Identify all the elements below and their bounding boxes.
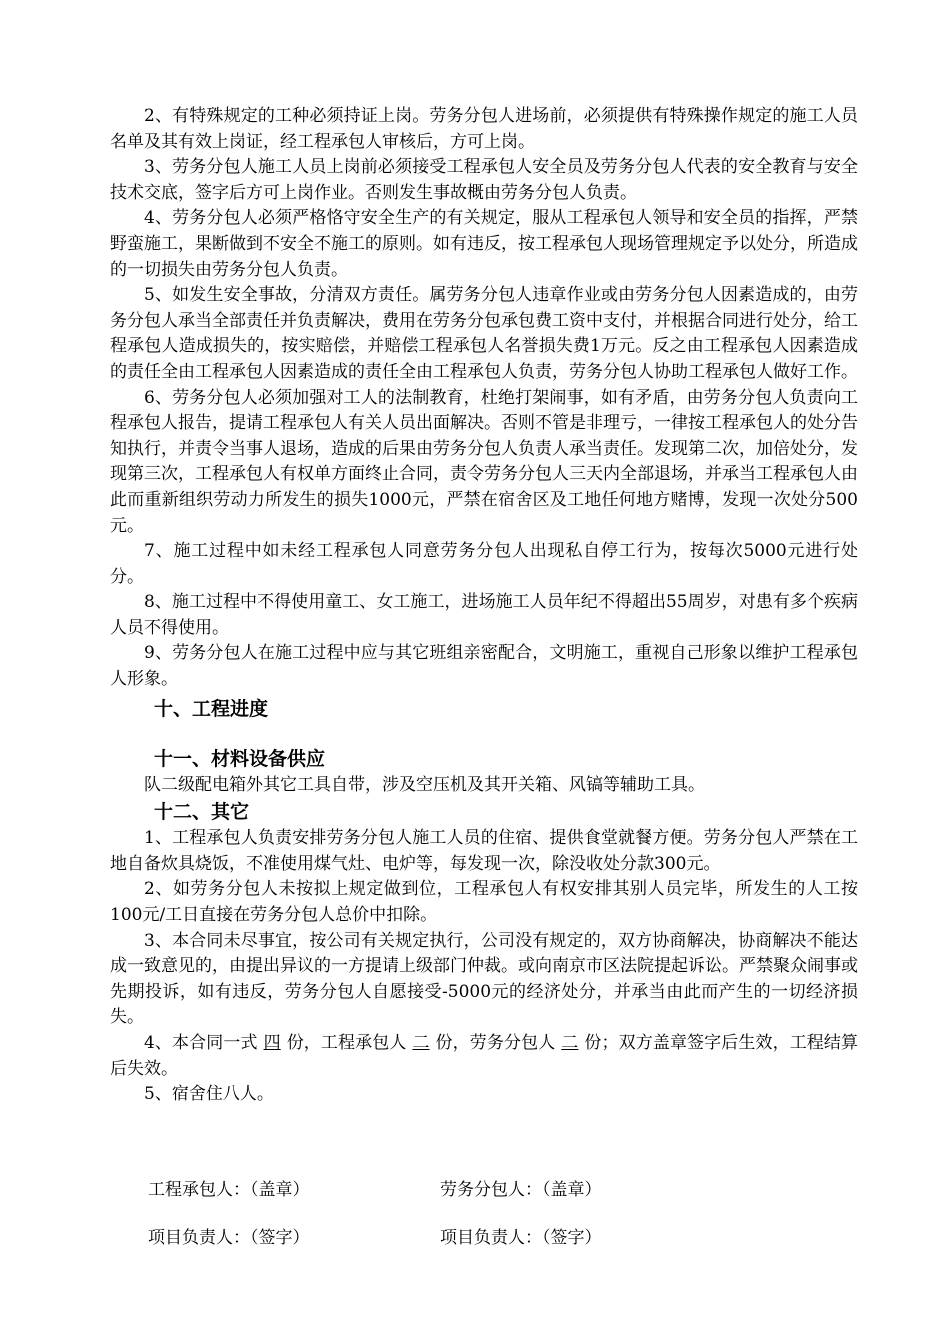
- copies-text-3: 份，劳务分包人: [435, 1033, 556, 1053]
- contractor-manager-label: 项目负责人：（签字）: [148, 1228, 310, 1248]
- subcontractor-manager-label: 项目负责人：（签字）: [440, 1228, 602, 1248]
- copies-total-blank: 四: [263, 1033, 281, 1053]
- materials-text: 队二级配电箱外其它工具自带，涉及空压机及其开关箱、风镐等辅助工具。: [144, 774, 705, 795]
- clause-4: 4、劳务分包人必须严格恪守安全生产的有关规定，服从工程承包人领导和安全员的指挥，严禁野蛮施工，果断做到不安全不施工的原则。如有违反，按工程承包人现场管理规定予以处分，所造成的一切损失由劳务分包人负责。: [110, 208, 858, 280]
- clause-3: 3、劳务分包人施工人员上岗前必须接受工程承包人安全员及劳务分包人代表的安全教育与安全技术交底，签字后方可上岗作业。否则发生事故概由劳务分包人负责。: [110, 157, 858, 203]
- clause-2: 2、有特殊规定的工种必须持证上岗。劳务分包人进场前，必须提供有特殊操作规定的施工人员名单及其有效上岗证，经工程承包人审核后，方可上岗。: [110, 106, 858, 152]
- section-heading-other: 十二、其它: [154, 801, 250, 824]
- other-clause-3: 3、本合同未尽事宜，按公司有关规定执行，公司没有规定的，双方协商解决，协商解决不能达成一致意见的，由提出异议的一方提请上级部门仲裁。或向南京市区法院提起诉讼。严禁聚众闹事或先期投诉，如有违反，劳务分包人自愿接受-5000元的经济处分，并承当由此而产生的一切经济损失。: [110, 930, 858, 1028]
- clause-5: 5、如发生安全事故，分清双方责任。属劳务分包人违章作业或由劳务分包人因素造成的，由劳务分包人承当全部责任并负责解决，费用在劳务分包承包费工资中支付，并根据合同进行处分，给工程承包人造成损失的，按实赔偿，并赔偿工程承包人名誉损失费1万元。反之由工程承包人因素造成的责任全由工程承包人因素造成的责任全由工程承包人负责，劳务分包人协助工程承包人做好工作。: [110, 285, 858, 382]
- document-body: [110, 104, 858, 1108]
- section-heading-materials: 十一、材料设备供应: [154, 747, 326, 770]
- copies-text-4: 份；双方盖章签字后生效，工程结算后失效。: [110, 1033, 859, 1079]
- clause-9: 9、劳务分包人在施工过程中应与其它班组亲密配合，文明施工，重视自己形象以维护工程承包人形象。: [110, 643, 858, 690]
- clause-8: 8、施工过程中不得使用童工、女工施工，进场施工人员年纪不得超出55周岁，对患有多个疾病人员不得使用。: [110, 592, 858, 638]
- subcontractor-seal-label: 劳务分包人：（盖章）: [440, 1180, 602, 1200]
- contractor-seal-label: 工程承包人：（盖章）: [148, 1180, 310, 1200]
- other-clause-1: 1、工程承包人负责安排劳务分包人施工人员的住宿、提供食堂就餐方便。劳务分包人严禁在工地自备炊具烧饭，不准使用煤气灶、电炉等，每发现一次，除没收处分款300元。: [110, 828, 858, 874]
- copies-text-2: 份，工程承包人: [286, 1033, 407, 1053]
- copies-contractor-blank: 二: [412, 1033, 430, 1053]
- copies-text-1: 4、本合同一式: [144, 1033, 258, 1053]
- other-clause-5: 5、宿舍住八人。: [144, 1084, 274, 1105]
- other-clause-2: 2、如劳务分包人未按拟上规定做到位，工程承包人有权安排其别人员完毕，所发生的人工按100元/工日直接在劳务分包人总价中扣除。: [110, 879, 858, 926]
- copies-subcontractor-blank: 二: [561, 1033, 579, 1053]
- other-clause-4: [110, 1031, 858, 1082]
- clause-6: 6、劳务分包人必须加强对工人的法制教育，杜绝打架闹事，如有矛盾，由劳务分包人负责向工程承包人报告，提请工程承包人有关人员出面解决。否则不管是非理亏，一律按工程承包人的处分告知执行，并责令当事人退场，造成的后果由劳务分包人负责人承当责任。发现第二次，加倍处分，发现第三次，工程承包人有权单方面终止合同，责令劳务分包人三天内全部退场，并承当工程承包人由此而重新组织劳动力所发生的损失1000元，严禁在宿舍区及工地任何地方赌博，发现一次处分500元。: [110, 387, 858, 536]
- section-heading-progress: 十、工程进度: [154, 697, 269, 720]
- clause-7: 7、施工过程中如未经工程承包人同意劳务分包人出现私自停工行为，按每次5000元进行处分。: [110, 541, 858, 587]
